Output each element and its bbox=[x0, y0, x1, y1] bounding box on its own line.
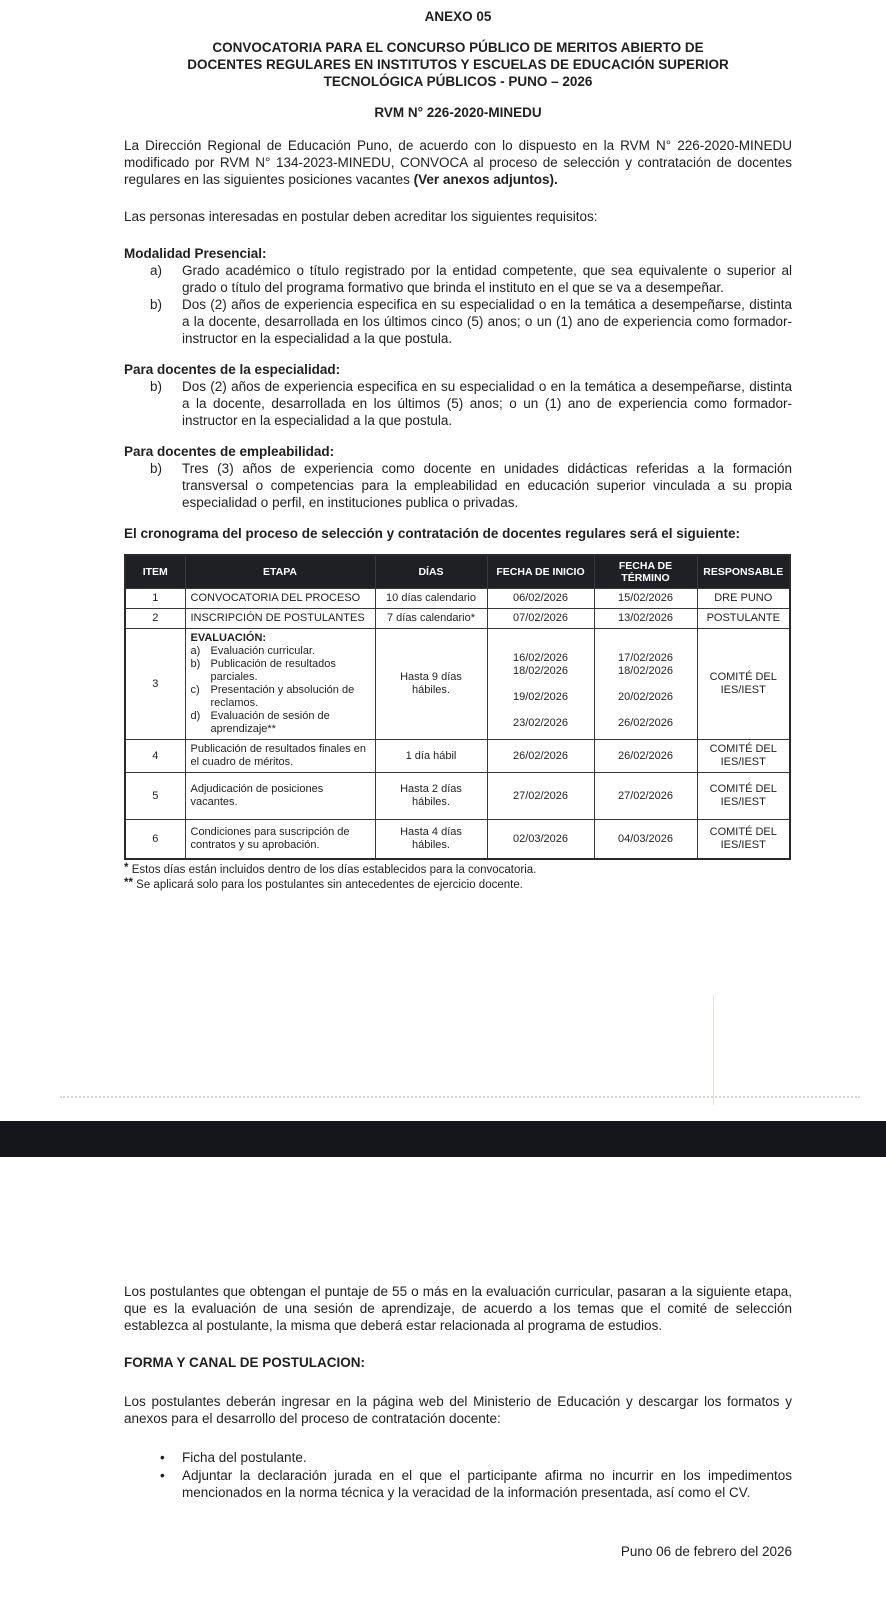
cell-dias: 7 días calendario* bbox=[375, 609, 487, 629]
table-row bbox=[125, 773, 790, 820]
cell-item: 3 bbox=[125, 629, 185, 740]
cell-fecha-inicio bbox=[487, 629, 594, 740]
inicio-date-stack bbox=[493, 652, 589, 730]
document-body-continued bbox=[124, 1283, 792, 1560]
column-header-fecha-inicio: FECHA DE INICIO bbox=[487, 555, 594, 589]
etapa-subitem bbox=[191, 658, 370, 684]
footnote-text: Estos días están incluidos dentro de los días establecidos para la convocatoria. bbox=[131, 864, 537, 876]
date-value: 18/02/2026 bbox=[617, 664, 674, 677]
footnote-marker: ** bbox=[124, 877, 133, 889]
footnote bbox=[124, 863, 792, 878]
table-row-evaluacion bbox=[125, 629, 790, 740]
date-value: 19/02/2026 bbox=[512, 690, 569, 703]
cell-item: 5 bbox=[125, 773, 185, 820]
bullet-list bbox=[124, 1449, 792, 1501]
cell-fecha-termino bbox=[594, 629, 697, 740]
cronograma-table bbox=[124, 554, 791, 860]
item-text: Dos (2) años de experiencia especifica en su especialidad o en la temática a desempeñarse, distinta a la docente, desarrollada en los últimos cinco (5) anos; o un (1) ano de experiencia como formador-instructor en la especialidad a la que postula. bbox=[182, 297, 792, 346]
section-docentes-empleabilidad bbox=[124, 443, 792, 511]
item-text: Grado académico o título registrado por la entidad competente, que sea equivalente o superior al grado o título del programa formativo que brinda el instituto en el que se va a desempeñar. bbox=[182, 263, 792, 295]
requisitos-line: Las personas interesadas en postular deben acreditar los siguientes requisitos: bbox=[124, 209, 598, 224]
section-docentes-especialidad bbox=[124, 361, 792, 429]
cell-dias: Hasta 2 días hábiles. bbox=[375, 773, 487, 820]
item-label: b) bbox=[150, 297, 163, 312]
column-header-etapa: ETAPA bbox=[185, 555, 375, 589]
cell-fecha-termino: 15/02/2026 bbox=[594, 589, 697, 609]
forma-canal-heading: FORMA Y CANAL DE POSTULACION: bbox=[124, 1355, 366, 1370]
intro-paragraph bbox=[124, 137, 792, 188]
section-heading: Para docentes de empleabilidad: bbox=[124, 444, 335, 459]
cell-fecha-inicio: 02/03/2026 bbox=[487, 820, 594, 860]
bullet-icon: • bbox=[160, 1468, 165, 1483]
cell-etapa bbox=[185, 629, 375, 740]
subitem-text: Publicación de resultados parciales. bbox=[210, 658, 336, 683]
item-label: a) bbox=[150, 263, 163, 278]
cell-dias: 1 día hábil bbox=[375, 740, 487, 773]
footnote-text: Se aplicará solo para los postulantes sin antecedentes de ejercicio docente. bbox=[136, 879, 523, 891]
cell-item: 1 bbox=[125, 589, 185, 609]
cell-responsable: COMITÉ DEL IES/IEST bbox=[697, 773, 790, 820]
date-value: 16/02/2026 bbox=[512, 651, 569, 664]
cell-responsable: COMITÉ DEL IES/IEST bbox=[697, 740, 790, 773]
cell-etapa: Condiciones para suscripción de contratos y su aprobación. bbox=[185, 820, 375, 860]
subitem-text: Evaluación de sesión de aprendizaje** bbox=[210, 710, 330, 735]
cell-item: 4 bbox=[125, 740, 185, 773]
date-value: 26/02/2026 bbox=[617, 716, 674, 729]
document-title-line-3: TECNOLÓGICA PÚBLICOS - PUNO – 2026 bbox=[323, 74, 593, 89]
item-text: Dos (2) años de experiencia especifica en su especialidad o en la temática a desempeñarse, distinta a la docente, desarrollada en los últimos (5) anos; o un (1) ano de experiencia como formador-instructor en la especialidad a la que postula. bbox=[182, 379, 792, 428]
list-item bbox=[124, 1449, 792, 1466]
column-header-responsable: RESPONSABLE bbox=[697, 555, 790, 589]
intro-bold-note: (Ver anexos adjuntos). bbox=[413, 172, 558, 187]
subitem-label: c) bbox=[190, 684, 200, 696]
cell-item: 6 bbox=[125, 820, 185, 860]
table-row bbox=[125, 589, 790, 609]
subitem-label: b) bbox=[190, 658, 201, 670]
cell-dias: 10 días calendario bbox=[375, 589, 487, 609]
cell-responsable: DRE PUNO bbox=[697, 589, 790, 609]
redaction-bar bbox=[0, 1121, 886, 1157]
cell-fecha-termino: 27/02/2026 bbox=[594, 773, 697, 820]
table-row bbox=[125, 609, 790, 629]
cell-fecha-termino: 04/03/2026 bbox=[594, 820, 697, 860]
cell-fecha-inicio: 07/02/2026 bbox=[487, 609, 594, 629]
section-heading: Modalidad Presencial: bbox=[124, 246, 267, 261]
score-paragraph: Los postulantes que obtengan el puntaje de 55 o más en la evaluación curricular, pasaran a la siguiente etapa, que es la evaluación de una sesión de aprendizaje, de acuerdo a los temas que el comité de selección establezca al postulante, la misma que deberá estar relacionada al programa de estudios. bbox=[124, 1284, 792, 1333]
cell-fecha-inicio: 27/02/2026 bbox=[487, 773, 594, 820]
etapa-title: EVALUACIÓN: bbox=[190, 632, 267, 644]
item-label: b) bbox=[150, 461, 163, 476]
document-title-line-2: DOCENTES REGULARES EN INSTITUTOS Y ESCUELAS DE EDUCACIÓN SUPERIOR bbox=[187, 57, 729, 72]
item-text: Tres (3) años de experiencia como docente en unidades didácticas referidas a la formación transversal o competencias para la empleabilidad en educación superior vinculada a su propia especialidad o perfil, en instituciones publica o privadas. bbox=[182, 461, 792, 510]
etapa-subitem bbox=[191, 684, 370, 710]
cell-item: 2 bbox=[125, 609, 185, 629]
intro-text: La Dirección Regional de Educación Puno, de acuerdo con lo dispuesto en la RVM N° 226-2020-MINEDU modificado por RVM N° 134-2023-MINEDU, CONVOCA al proceso de selección y contratación de docentes regulares en las siguientes posiciones vacantes bbox=[124, 138, 792, 187]
scan-artifact-dashed-line bbox=[60, 1096, 860, 1098]
scan-artifact-vertical-line bbox=[713, 995, 714, 1105]
anexo-label: ANEXO 05 bbox=[424, 9, 492, 24]
cell-fecha-inicio: 26/02/2026 bbox=[487, 740, 594, 773]
table-footnotes bbox=[124, 863, 792, 893]
section-heading: Para docentes de la especialidad: bbox=[124, 362, 341, 377]
cell-responsable: COMITÉ DEL IES/IEST bbox=[697, 820, 790, 860]
bullet-text: Ficha del postulante. bbox=[182, 1450, 307, 1465]
document-title-line-1: CONVOCATORIA PARA EL CONCURSO PÚBLICO DE MERITOS ABIERTO DE bbox=[212, 40, 704, 55]
cell-dias: Hasta 4 días hábiles. bbox=[375, 820, 487, 860]
footnote-marker: * bbox=[124, 862, 129, 874]
date-value: 18/02/2026 bbox=[512, 664, 569, 677]
cell-etapa: Adjudicación de posiciones vacantes. bbox=[185, 773, 375, 820]
cell-responsable: POSTULANTE bbox=[697, 609, 790, 629]
bullet-text: Adjuntar la declaración jurada en el que el participante afirma no incurrir en los impedimentos mencionados en la norma técnica y la veracidad de la información presentada, así como el CV. bbox=[182, 1468, 792, 1500]
cronograma-heading: El cronograma del proceso de selección y contratación de docentes regulares será el siguiente: bbox=[124, 526, 740, 541]
column-header-fecha-termino: FECHA DE TÉRMINO bbox=[594, 555, 697, 589]
subitem-label: a) bbox=[190, 645, 201, 657]
cell-etapa: INSCRIPCIÓN DE POSTULANTES bbox=[185, 609, 375, 629]
list-item bbox=[124, 1467, 792, 1501]
document-title bbox=[124, 39, 792, 90]
subitem-text: Evaluación curricular. bbox=[210, 645, 316, 657]
cell-etapa: Publicación de resultados finales en el cuadro de méritos. bbox=[185, 740, 375, 773]
date-value: 17/02/2026 bbox=[617, 651, 674, 664]
table-row bbox=[125, 820, 790, 860]
section-modalidad-presencial bbox=[124, 245, 792, 347]
subitem-text: Presentación y absolución de reclamos. bbox=[210, 684, 355, 709]
table-header-row bbox=[125, 555, 790, 589]
footnote bbox=[124, 878, 792, 893]
requirement-item bbox=[124, 296, 792, 347]
requirement-item bbox=[124, 262, 792, 296]
requirement-item bbox=[124, 460, 792, 511]
cell-responsable: COMITÉ DEL IES/IEST bbox=[697, 629, 790, 740]
table-row bbox=[125, 740, 790, 773]
item-label: b) bbox=[150, 379, 163, 394]
cell-etapa: CONVOCATORIA DEL PROCESO bbox=[185, 589, 375, 609]
etapa-subitem bbox=[191, 645, 370, 658]
date-value: 20/02/2026 bbox=[617, 690, 674, 703]
cell-fecha-inicio: 06/02/2026 bbox=[487, 589, 594, 609]
date-place-line: Puno 06 de febrero del 2026 bbox=[620, 1544, 792, 1559]
column-header-dias: DÍAS bbox=[375, 555, 487, 589]
cell-fecha-termino: 13/02/2026 bbox=[594, 609, 697, 629]
column-header-item: ITEM bbox=[125, 555, 185, 589]
rvm-reference: RVM N° 226-2020-MINEDU bbox=[374, 105, 542, 120]
requirement-item bbox=[124, 378, 792, 429]
termino-date-stack bbox=[600, 652, 692, 730]
subitem-label: d) bbox=[190, 710, 201, 722]
date-value: 23/02/2026 bbox=[512, 716, 569, 729]
cell-fecha-termino: 26/02/2026 bbox=[594, 740, 697, 773]
bullet-icon: • bbox=[160, 1450, 165, 1465]
web-paragraph: Los postulantes deberán ingresar en la página web del Ministerio de Educación y descargar los formatos y anexos para el desarrollo del proceso de contratación docente: bbox=[124, 1394, 792, 1426]
etapa-subitem bbox=[191, 710, 370, 736]
cell-dias: Hasta 9 días hábiles. bbox=[375, 629, 487, 740]
document-body bbox=[124, 8, 792, 893]
